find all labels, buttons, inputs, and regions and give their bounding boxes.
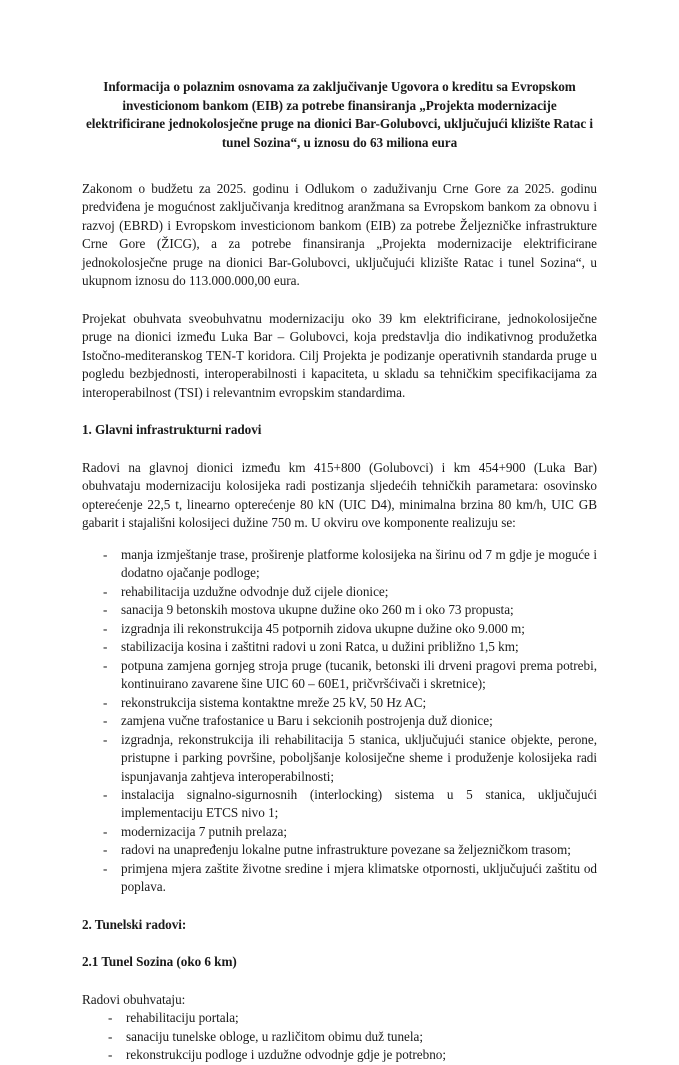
spacer bbox=[82, 533, 597, 546]
paragraph-main-works-intro: Radovi na glavnoj dionici između km 415+800 (Golubovci) i km 454+900 (Luka Bar) obuhvataju modernizaciju kolosijeka radi postizanja sljedećih tehničkih parametara: osovinsko opterećenje 22,5 t, linearno opterećenje 80 kN (UIC D4), minimalna brzina 80 km/h, UIC GB gabarit i stajališni kolosijeci dužine 750 m. U okviru ove komponente realizuju se: bbox=[82, 459, 597, 531]
list-item: - izgradnja ili rekonstrukcija 45 potpornih zidova ukupne dužine oko 9.000 m; bbox=[82, 620, 597, 638]
list-item: - primjena mjera zaštite životne sredine i mjera klimatske otpornosti, uključujući zaštitu od poplava. bbox=[82, 860, 597, 897]
paragraph-tunnel-works-intro: Radovi obuhvataju: bbox=[82, 991, 186, 1007]
list-item: - sanacija 9 betonskih mostova ukupne dužine oko 260 m i oko 73 propusta; bbox=[82, 601, 597, 619]
spacer bbox=[82, 440, 597, 459]
paragraph-intro: Zakonom o budžetu za 2025. godinu i Odlukom o zaduživanju Crne Gore za 2025. godinu predviđena je mogućnost zaključivanja kreditnog aranžmana sa Evropskom bankom za obnovu i razvoj (EBRD) i Evropskom investicionom bankom (EIB) za potrebe Željezničke infrastrukture Crne Gore (ŽICG), a za potrebe finansiranja „Projekta modernizacije elektrificirane jednokolosječne pruge na dionici Bar-Golubovci, uključujući klizište Ratac i tunel Sozina“, u ukupnom iznosu do 113.000.000,00 eura. bbox=[82, 180, 597, 289]
page-title: Informacija o polaznim osnovama za zaključivanje Ugovora o kreditu sa Evropskom investicionom bankom (EIB) za potrebe finansiranja „Projekta modernizacije elektrificirane jednokolosječne pruge na dionici Bar-Golubovci, uključujući klizište Ratac i tunel Sozina“, u iznosu do 63 miliona eura bbox=[85, 79, 593, 151]
list-item: - rehabilitacija uzdužne odvodnje duž cijele dionice; bbox=[82, 583, 597, 601]
spacer bbox=[82, 291, 597, 310]
document-content bbox=[82, 0, 597, 1065]
list-item: - zamjena vučne trafostanice u Baru i sekcionih postrojenja duž dionice; bbox=[82, 712, 597, 730]
list-item: - radovi na unapređenju lokalne putne infrastrukture povezane sa željezničkom trasom; bbox=[82, 841, 597, 859]
spacer bbox=[82, 897, 597, 916]
list-item: - rehabilitaciju portala; bbox=[82, 1009, 597, 1027]
list-item: - rekonstrukciju podloge i uzdužne odvodnje gdje je potrebno; bbox=[82, 1046, 597, 1064]
list-item: - stabilizacija kosina i zaštitni radovi u zoni Ratca, u dužini približno 1,5 km; bbox=[82, 638, 597, 656]
spacer bbox=[82, 972, 597, 991]
section-heading-1: 1. Glavni infrastrukturni radovi bbox=[82, 422, 262, 438]
section-heading-2: 2. Tunelski radovi: bbox=[82, 916, 187, 932]
spacer bbox=[82, 934, 597, 953]
list-item: - izgradnja, rekonstrukcija ili rehabilitacija 5 stanica, uključujući stanice objekte, perone, pristupne i parking površine, poboljšanje kolosiječne sheme i produženje kolosijeka radi ispunjavanja zahtjeva interoperabilnosti; bbox=[82, 731, 597, 786]
list-item: - manja izmještanje trase, proširenje platforme kolosijeka na širinu od 7 m gdje je moguće i dodatno ojačanje podloge; bbox=[82, 546, 597, 583]
list-item: - modernizacija 7 putnih prelaza; bbox=[82, 823, 597, 841]
list-item: - potpuna zamjena gornjeg stroja pruge (tucanik, betonski ili drveni pragovi prema potrebi, kontinuirano zavarene šine UIC 60 – 60E1, pričvršćivači i skretnice); bbox=[82, 657, 597, 694]
list-item: - sanaciju tunelske obloge, u različitom obimu duž tunela; bbox=[82, 1028, 597, 1046]
list-item: - rekonstrukcija sistema kontaktne mreže 25 kV, 50 Hz AC; bbox=[82, 694, 597, 712]
spacer bbox=[82, 153, 597, 180]
tunnel-works-list bbox=[82, 1009, 597, 1064]
section-heading-2-1: 2.1 Tunel Sozina (oko 6 km) bbox=[82, 954, 237, 970]
main-works-list bbox=[82, 546, 597, 897]
spacer bbox=[82, 402, 597, 421]
list-item: - instalacija signalno-sigurnosnih (interlocking) sistema u 5 stanica, uključujući implementaciju ETCS nivo 1; bbox=[82, 786, 597, 823]
paragraph-project-scope: Projekat obuhvata sveobuhvatnu modernizaciju oko 39 km elektrificirane, jednokolosiječne pruge na dionici između Luka Bar – Golubovci, koja predstavlja dio indikativnog produžetka Istočno-mediteranskog TEN-T koridora. Cilj Projekta je podizanje operativnih standarda pruge u pogledu bezbjednosti, interoperabilnosti i kapaciteta, u skladu sa tehničkim specifikacijama za interoperabilnost (TSI) i relevantnim evropskim standardima. bbox=[82, 310, 597, 400]
